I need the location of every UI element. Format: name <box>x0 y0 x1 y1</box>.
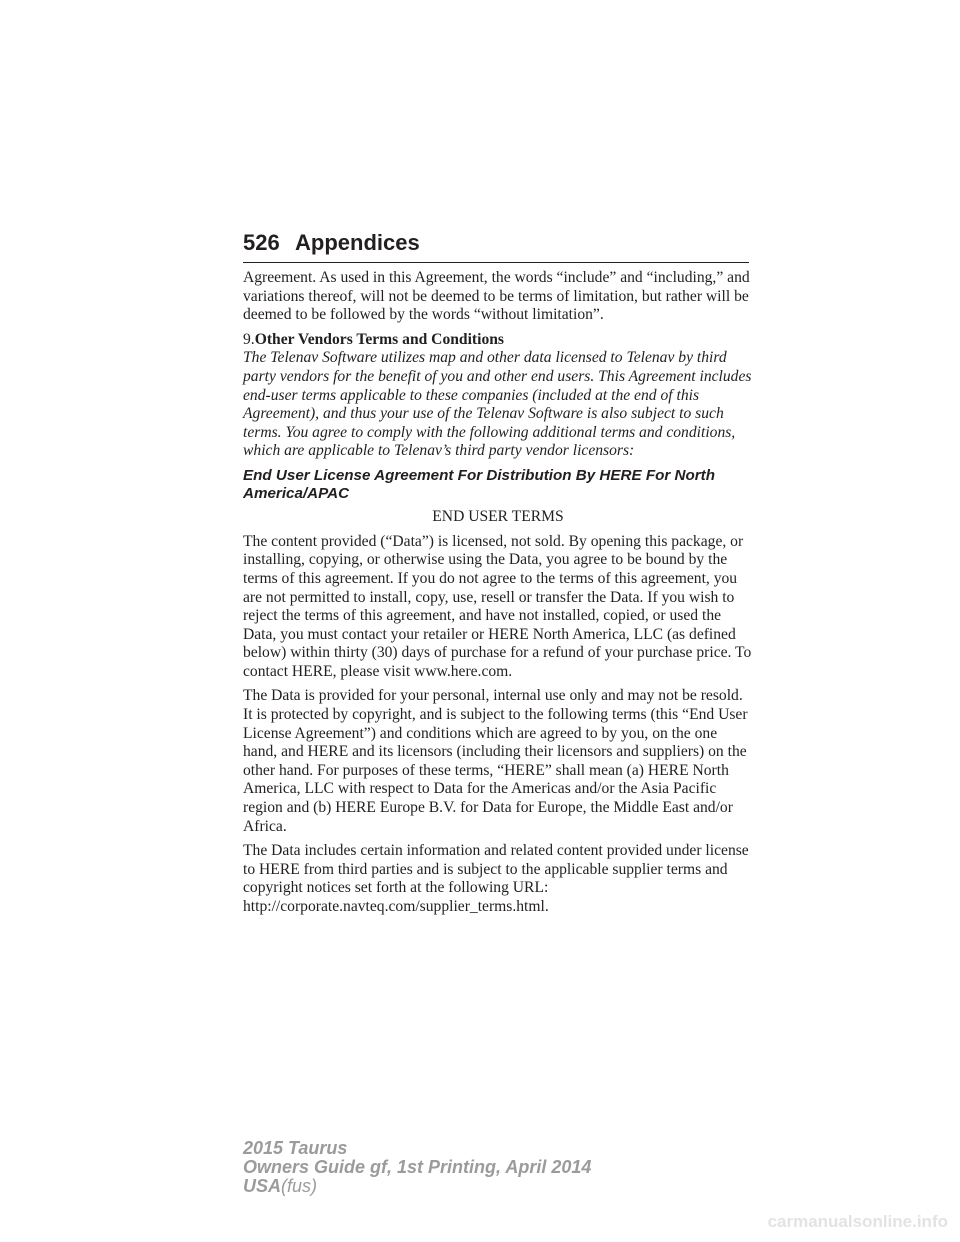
print-footer <box>243 1139 591 1196</box>
terms-paragraph-2: The Data is provided for your personal, internal use only and may not be resold. It is protected by copyright, and is subject to the following terms (this “End User License Agreement”) and conditions which are agreed to by you, on the one hand, and HERE and its licensors (including their licensors and suppliers) on the other hand. For purposes of these terms, “HERE” shall mean (a) HERE North America, LLC with respect to Data for the Americas and/or the Asia Pacific region and (b) HERE Europe B.V. for Data for Europe, the Middle East and/or Africa. <box>243 687 748 835</box>
item-text: The Telenav Software utilizes map and other data licensed to Telenav by third party vendors for the benefit of you and other end users. This Agreement includes end-user terms applicable to these companies (included at the end of this Agreement), and thus your use of the Telenav Software is also subject to such terms. You agree to comply with the following additional terms and conditions, which are applicable to Telenav’s third party vendor licensors: <box>243 349 752 460</box>
terms-heading: END USER TERMS <box>432 508 564 526</box>
footer-edition: Owners Guide gf, 1st Printing, April 2014 <box>243 1157 592 1177</box>
intro-paragraph: Agreement. As used in this Agreement, the words “include” and “including,” and variations thereof, will not be deemed to be terms of limitation, but rather will be deemed to be followed by the words “without limitation”. <box>243 269 750 324</box>
terms-paragraph-1: The content provided (“Data”) is licensed, not sold. By opening this package, or installing, copying, or otherwise using the Data, you agree to be bound by the terms of this agreement. If you do not agree to the terms of this agreement, you are not permitted to install, copy, use, resell or transfer the Data. If you wish to reject the terms of this agreement, and have not installed, copied, or used the Data, you must contact your retailer or HERE North America, LLC (as defined below) within thirty (30) days of purchase for a refund of your purchase price. To contact HERE, please visit www.here.com. <box>243 532 752 680</box>
footer-model: 2015 Taurus <box>243 1138 348 1158</box>
site-watermark: carmanualsonline.info <box>767 1212 948 1231</box>
section-title: Appendices <box>295 230 420 255</box>
footer-market-name: USA <box>243 1176 282 1196</box>
footer-market-code: (fus) <box>281 1176 318 1196</box>
terms-paragraph-3: The Data includes certain information and related content provided under license to HERE from third parties and is subject to the applicable supplier terms and copyright notices set forth at the following URL: http://corporate.navteq.com/supplier_terms.html. <box>243 842 749 915</box>
page-header <box>243 230 749 263</box>
item-number: 9. <box>243 330 255 348</box>
page-number: 526 <box>243 230 280 255</box>
item-heading <box>243 331 753 350</box>
item-title: Other Vendors Terms and Conditions <box>254 330 504 348</box>
page-content <box>243 269 753 923</box>
footer-market <box>243 1177 591 1196</box>
eula-heading: End User License Agreement For Distribution By HERE For North America/APAC <box>243 466 715 502</box>
